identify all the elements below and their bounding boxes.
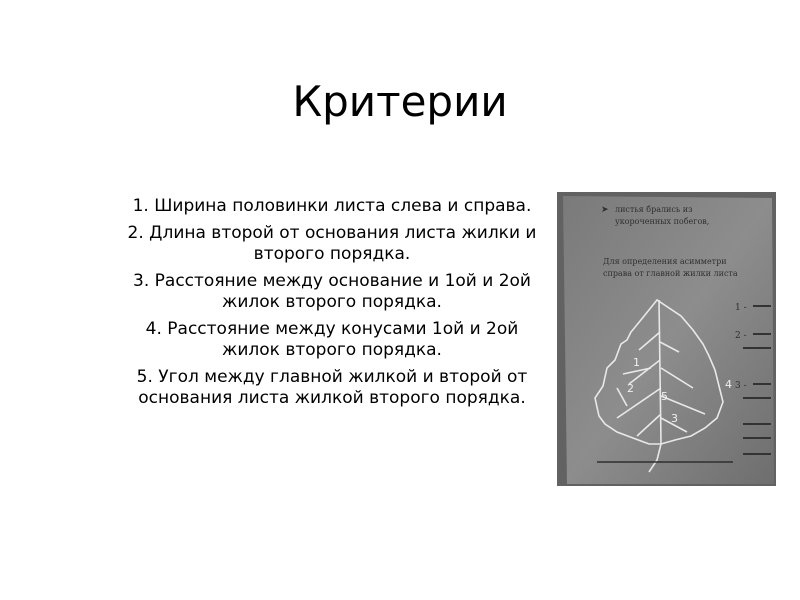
criteria-item: 3. Расстояние между основание и 1ой и 2ой жилок второго порядка. bbox=[133, 271, 531, 312]
leaf-diagram-photo bbox=[557, 192, 776, 486]
leaf-number: 3 bbox=[671, 412, 678, 425]
book-text-line: Для определения асимметри bbox=[603, 257, 727, 266]
side-label: 1 - bbox=[735, 303, 747, 313]
criteria-list bbox=[118, 196, 546, 415]
slide-title: Критерии bbox=[292, 77, 508, 126]
criteria-item: 4. Расстояние между конусами 1ой и 2ой жилок второго порядка. bbox=[145, 319, 519, 360]
criteria-item: 2. Длина второй от основания листа жилки и второго порядка. bbox=[127, 223, 537, 264]
criteria-item: 1. Ширина половинки листа слева и справа. bbox=[132, 196, 532, 216]
side-label: 2 - bbox=[735, 331, 747, 341]
side-label: 3 - bbox=[735, 381, 747, 391]
leaf-number: 5 bbox=[661, 390, 668, 403]
leaf-number: 4 bbox=[725, 378, 732, 391]
leaf-number: 2 bbox=[627, 382, 634, 395]
book-text-line: укороченных побегов, bbox=[615, 217, 710, 226]
leaf-number: 1 bbox=[633, 356, 640, 369]
book-text-line: справа от главной жилки листа bbox=[603, 269, 738, 278]
criteria-item: 5. Угол между главной жилкой и второй от основания листа жилкой второго порядка. bbox=[136, 367, 528, 408]
book-text-line: листья брались из bbox=[615, 205, 693, 214]
arrow-bullet-icon: ➤ bbox=[601, 205, 609, 215]
